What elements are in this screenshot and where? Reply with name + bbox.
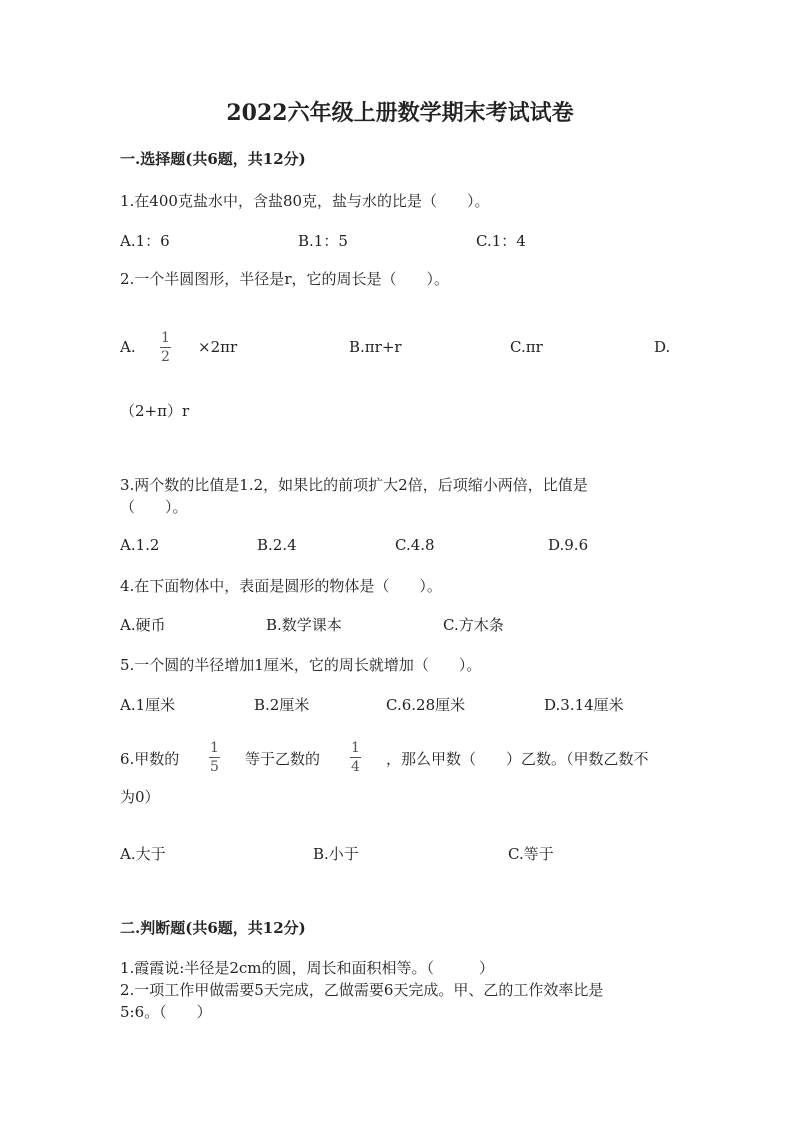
- q3-option-a: A.1.2: [120, 536, 160, 554]
- judgment-item-1: 1.霞霞说:半径是2cm的圆，周长和面积相等。（ ）: [120, 959, 495, 977]
- q2-option-c: C.πr: [510, 338, 543, 356]
- question-3-line2: （ ）。: [120, 498, 188, 516]
- judgment-item-2-line2: 5:6。（ ）: [120, 1003, 212, 1021]
- q3-option-d: D.9.6: [548, 536, 589, 554]
- q5-option-d: D.3.14厘米: [544, 696, 624, 714]
- question-6-part2: 等于乙数的: [245, 750, 321, 768]
- q2-option-d-continued: （2+π）r: [120, 402, 190, 420]
- q2-option-d: D.: [654, 338, 671, 356]
- q4-option-a: A.硬币: [120, 616, 166, 634]
- q2-option-b: B.πr+r: [349, 338, 402, 356]
- q5-option-c: C.6.28厘米: [386, 696, 466, 714]
- fraction-denominator: 2: [161, 349, 170, 365]
- section-heading-judgment: 二.判断题(共6题，共12分): [120, 919, 306, 937]
- q2-fraction-one-half: [160, 330, 171, 365]
- q6-option-b: B.小于: [313, 845, 359, 863]
- q2-option-a-label: A.: [120, 338, 136, 356]
- fraction-numerator: 1: [210, 740, 219, 756]
- question-4: 4.在下面物体中，表面是圆形的物体是（ ）。: [120, 577, 442, 595]
- q6-fraction-one-fifth: [209, 740, 220, 775]
- question-6-part3: ，那么甲数（ ）乙数。（甲数乙数不: [386, 750, 649, 768]
- fraction-bar: [350, 757, 361, 758]
- q5-option-b: B.2厘米: [254, 696, 310, 714]
- fraction-denominator: 5: [210, 759, 219, 775]
- fraction-bar: [209, 757, 220, 758]
- question-3-line1: 3.两个数的比值是1.2，如果比的前项扩大2倍，后项缩小两倍，比值是: [120, 476, 588, 494]
- q1-option-a: A.1：6: [120, 232, 170, 250]
- q1-option-c: C.1：4: [476, 232, 526, 250]
- question-6-line2: 为0）: [120, 788, 160, 806]
- section-heading-choice: 一.选择题(共6题，共12分): [120, 150, 306, 168]
- question-1: 1.在400克盐水中，含盐80克，盐与水的比是（ ）。: [120, 192, 490, 210]
- q4-option-c: C.方木条: [443, 616, 504, 634]
- question-6-part1: 6.甲数的: [120, 750, 180, 768]
- q3-option-b: B.2.4: [257, 536, 297, 554]
- question-5: 5.一个圆的半径增加1厘米，它的周长就增加（ ）。: [120, 656, 482, 674]
- q4-option-b: B.数学课本: [266, 616, 342, 634]
- fraction-bar: [160, 347, 171, 348]
- judgment-item-2-line1: 2.一项工作甲做需要5天完成，乙做需要6天完成。甲、乙的工作效率比是: [120, 981, 604, 999]
- fraction-denominator: 4: [351, 759, 360, 775]
- q6-fraction-one-quarter: [350, 740, 361, 775]
- page-title: 2022六年级上册数学期末考试试卷: [226, 100, 574, 126]
- q2-option-a-rest: ×2πr: [198, 338, 238, 356]
- fraction-numerator: 1: [161, 330, 170, 346]
- question-2: 2.一个半圆图形，半径是r，它的周长是（ ）。: [120, 270, 449, 288]
- q3-option-c: C.4.8: [395, 536, 435, 554]
- q6-option-c: C.等于: [508, 845, 554, 863]
- q6-option-a: A.大于: [120, 845, 166, 863]
- q1-option-b: B.1：5: [298, 232, 348, 250]
- fraction-numerator: 1: [351, 740, 360, 756]
- q5-option-a: A.1厘米: [120, 696, 176, 714]
